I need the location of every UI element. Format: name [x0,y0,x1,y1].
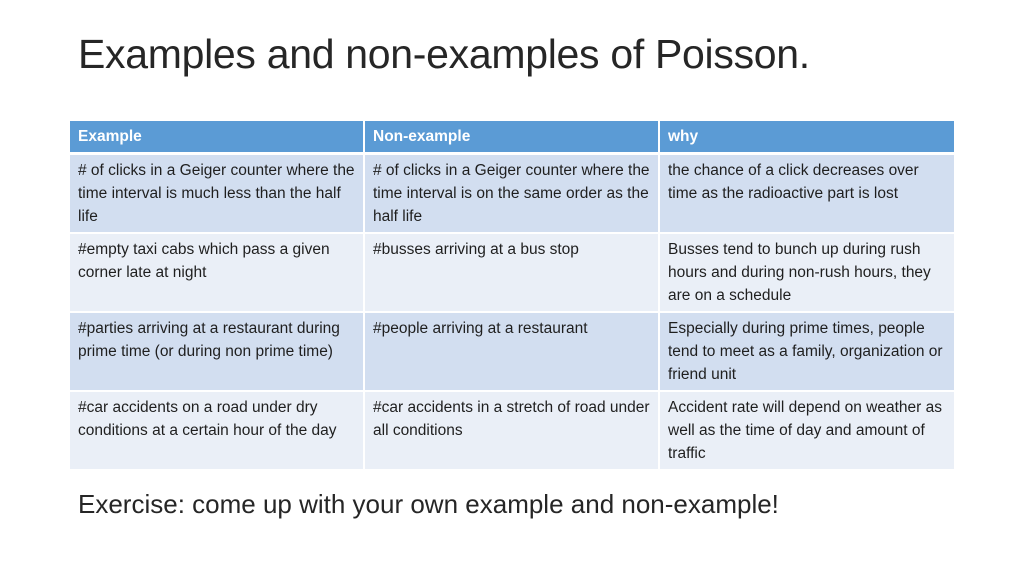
why-cell: Especially during prime times, people tend to meet as a family, organization or friend unit [659,312,954,391]
table-header-row [70,121,954,154]
column-header-example: Example [70,121,364,154]
why-cell: Busses tend to bunch up during rush hours and during non-rush hours, they are on a schedule [659,233,954,312]
slide-title: Examples and non-examples of Poisson. [78,31,810,77]
non-example-cell: #people arriving at a restaurant [364,312,659,391]
poisson-examples-table [70,121,954,471]
example-cell: # of clicks in a Geiger counter where the time interval is much less than the half life [70,154,364,234]
example-cell: #parties arriving at a restaurant during prime time (or during non prime time) [70,312,364,391]
table-row [70,391,954,470]
why-cell: Accident rate will depend on weather as well as the time of day and amount of traffic [659,391,954,470]
example-cell: #empty taxi cabs which pass a given corner late at night [70,233,364,312]
column-header-non-example: Non-example [364,121,659,154]
non-example-cell: #busses arriving at a bus stop [364,233,659,312]
table-row [70,233,954,312]
example-cell: #car accidents on a road under dry conditions at a certain hour of the day [70,391,364,470]
table-row [70,154,954,234]
why-cell: the chance of a click decreases over time as the radioactive part is lost [659,154,954,234]
table-row [70,312,954,391]
non-example-cell: #car accidents in a stretch of road under all conditions [364,391,659,470]
column-header-why: why [659,121,954,154]
exercise-prompt: Exercise: come up with your own example and non-example! [78,489,779,519]
non-example-cell: # of clicks in a Geiger counter where the time interval is on the same order as the half life [364,154,659,234]
